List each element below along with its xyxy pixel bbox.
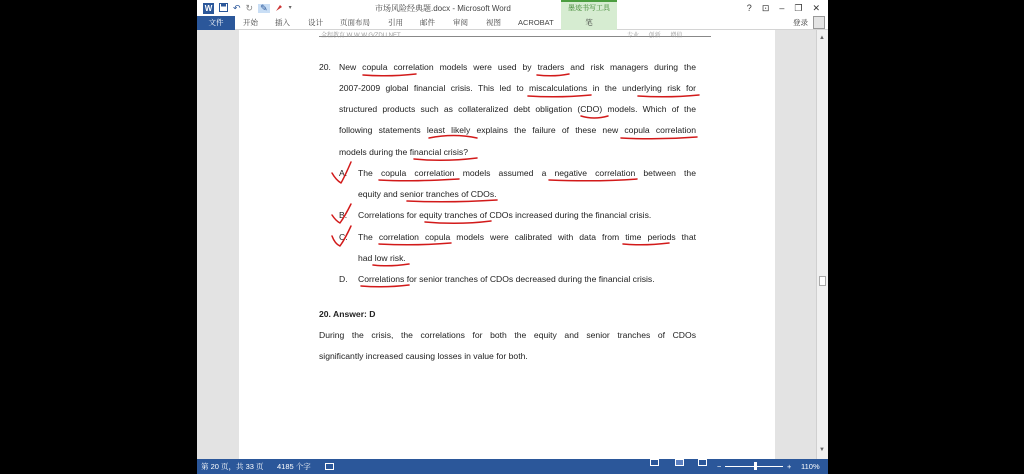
- word-logo-icon: W: [204, 3, 213, 13]
- option-c-letter: C.: [339, 232, 348, 242]
- ink-underline: [379, 179, 459, 181]
- window-controls: [747, 0, 828, 16]
- option-a-letter: A.: [339, 168, 348, 178]
- tab-insert[interactable]: 插入: [275, 18, 290, 27]
- ink-underline: [621, 137, 697, 139]
- answer-line: During the crisis, the correlations for both the equity and senior tranches of CDOs: [319, 330, 696, 340]
- minimize-icon[interactable]: –: [779, 3, 785, 13]
- tab-review[interactable]: 审阅: [453, 18, 468, 27]
- highlighter-icon[interactable]: [275, 3, 284, 14]
- sign-in-link[interactable]: 登录: [793, 18, 808, 27]
- ink-underline: [638, 95, 699, 97]
- option-a-text: equity and senior tranches of CDOs.: [358, 189, 497, 199]
- ink-underline: [373, 264, 409, 266]
- document-title: 市场风险经典题.docx - Microsoft Word: [375, 4, 511, 13]
- tab-acrobat[interactable]: ACROBAT: [518, 18, 554, 27]
- page-header-right: 专业 创新 增值: [627, 33, 683, 39]
- page-count[interactable]: 第 20 页，共 33 页: [201, 462, 264, 471]
- ink-underline: [361, 285, 409, 287]
- ink-underline: [425, 221, 491, 223]
- question-line: models during the financial crisis?: [339, 147, 468, 157]
- vertical-scrollbar[interactable]: [816, 30, 828, 459]
- option-b-text: Correlations for equity tranches of CDOs increased during the financial crisis.: [358, 210, 652, 220]
- status-bar: [197, 459, 828, 474]
- option-b-letter: B.: [339, 210, 348, 220]
- redo-icon[interactable]: ↻: [245, 2, 254, 13]
- read-mode-icon[interactable]: [650, 459, 659, 466]
- customize-toolbar-icon[interactable]: ▾: [288, 5, 292, 11]
- zoom-slider-thumb[interactable]: [754, 462, 757, 470]
- ribbon-tabs: [197, 16, 828, 30]
- proofing-icon[interactable]: [325, 463, 334, 470]
- zoom-out-icon[interactable]: −: [717, 462, 722, 471]
- ribbon-display-icon[interactable]: ⊡: [761, 2, 770, 13]
- page-header-left: 全程教育 W W W.G/ZDU.NET: [321, 33, 401, 39]
- answer-line: significantly increased causing losses in value for both.: [319, 351, 528, 361]
- print-layout-icon[interactable]: [675, 459, 684, 466]
- question-line: structured products such as collateralized debt obligation (CDO) models. Which of the: [339, 104, 696, 114]
- option-a-text: The copula correlation models assumed a negative correlation between the: [358, 168, 696, 178]
- tab-view[interactable]: 视图: [486, 18, 501, 27]
- ink-underline: [414, 158, 477, 160]
- tab-file[interactable]: 文件: [197, 16, 235, 30]
- word-window: [197, 0, 828, 474]
- ink-underline: [549, 179, 637, 181]
- tab-references[interactable]: 引用: [388, 18, 403, 27]
- scroll-down-icon[interactable]: ▼: [819, 447, 825, 453]
- option-d-text: Correlations for senior tranches of CDOs decreased during the financial crisis.: [358, 274, 655, 284]
- ink-underline: [363, 74, 416, 76]
- option-c-text: had low risk.: [358, 253, 406, 263]
- zoom-in-icon[interactable]: +: [787, 462, 792, 471]
- scrollbar-thumb[interactable]: [819, 276, 826, 286]
- tab-pen[interactable]: 笔: [561, 16, 617, 30]
- ink-underline: [623, 243, 669, 245]
- option-c-text: The correlation copula models were calibrated with data from time periods that: [358, 232, 696, 242]
- ink-underline: [407, 200, 497, 202]
- tab-page-layout[interactable]: 页面布局: [340, 18, 370, 27]
- title-bar: [197, 0, 828, 16]
- document-area: [197, 30, 828, 459]
- pen-tool-icon[interactable]: ✎: [260, 2, 268, 13]
- tab-home[interactable]: 开始: [243, 18, 258, 27]
- question-number: 20.: [319, 62, 331, 72]
- save-icon[interactable]: [219, 3, 228, 14]
- word-count[interactable]: 4185 个字: [277, 462, 311, 471]
- option-d-letter: D.: [339, 274, 348, 284]
- undo-icon[interactable]: ↶: [233, 2, 241, 13]
- close-icon[interactable]: ✕: [812, 2, 820, 13]
- tab-mailings[interactable]: 邮件: [420, 18, 435, 27]
- restore-icon[interactable]: ❐: [794, 2, 803, 13]
- zoom-level[interactable]: 110%: [801, 462, 820, 471]
- question-line: following statements least likely explains the failure of these new copula correlation: [339, 125, 696, 135]
- ink-underline: [537, 74, 569, 76]
- quick-access-toolbar: [197, 3, 292, 14]
- avatar[interactable]: [813, 16, 825, 29]
- scroll-up-icon[interactable]: ▲: [819, 35, 825, 41]
- ink-tools-context-group: 墨迹书写工具: [561, 0, 617, 16]
- ink-underline: [379, 243, 451, 245]
- question-line: New copula correlation models were used by traders and risk managers during the: [339, 62, 696, 72]
- ink-underline: [581, 116, 608, 118]
- web-layout-icon[interactable]: [698, 459, 707, 466]
- ink-underline: [528, 95, 591, 97]
- document-page[interactable]: [239, 30, 775, 459]
- ink-annotations: [239, 30, 775, 459]
- help-icon[interactable]: ?: [746, 3, 752, 13]
- question-line: 2007-2009 global financial crisis. This led to miscalculations in the underlying risk for: [339, 83, 696, 93]
- answer-heading: 20. Answer: D: [319, 309, 376, 319]
- tab-design[interactable]: 设计: [308, 18, 323, 27]
